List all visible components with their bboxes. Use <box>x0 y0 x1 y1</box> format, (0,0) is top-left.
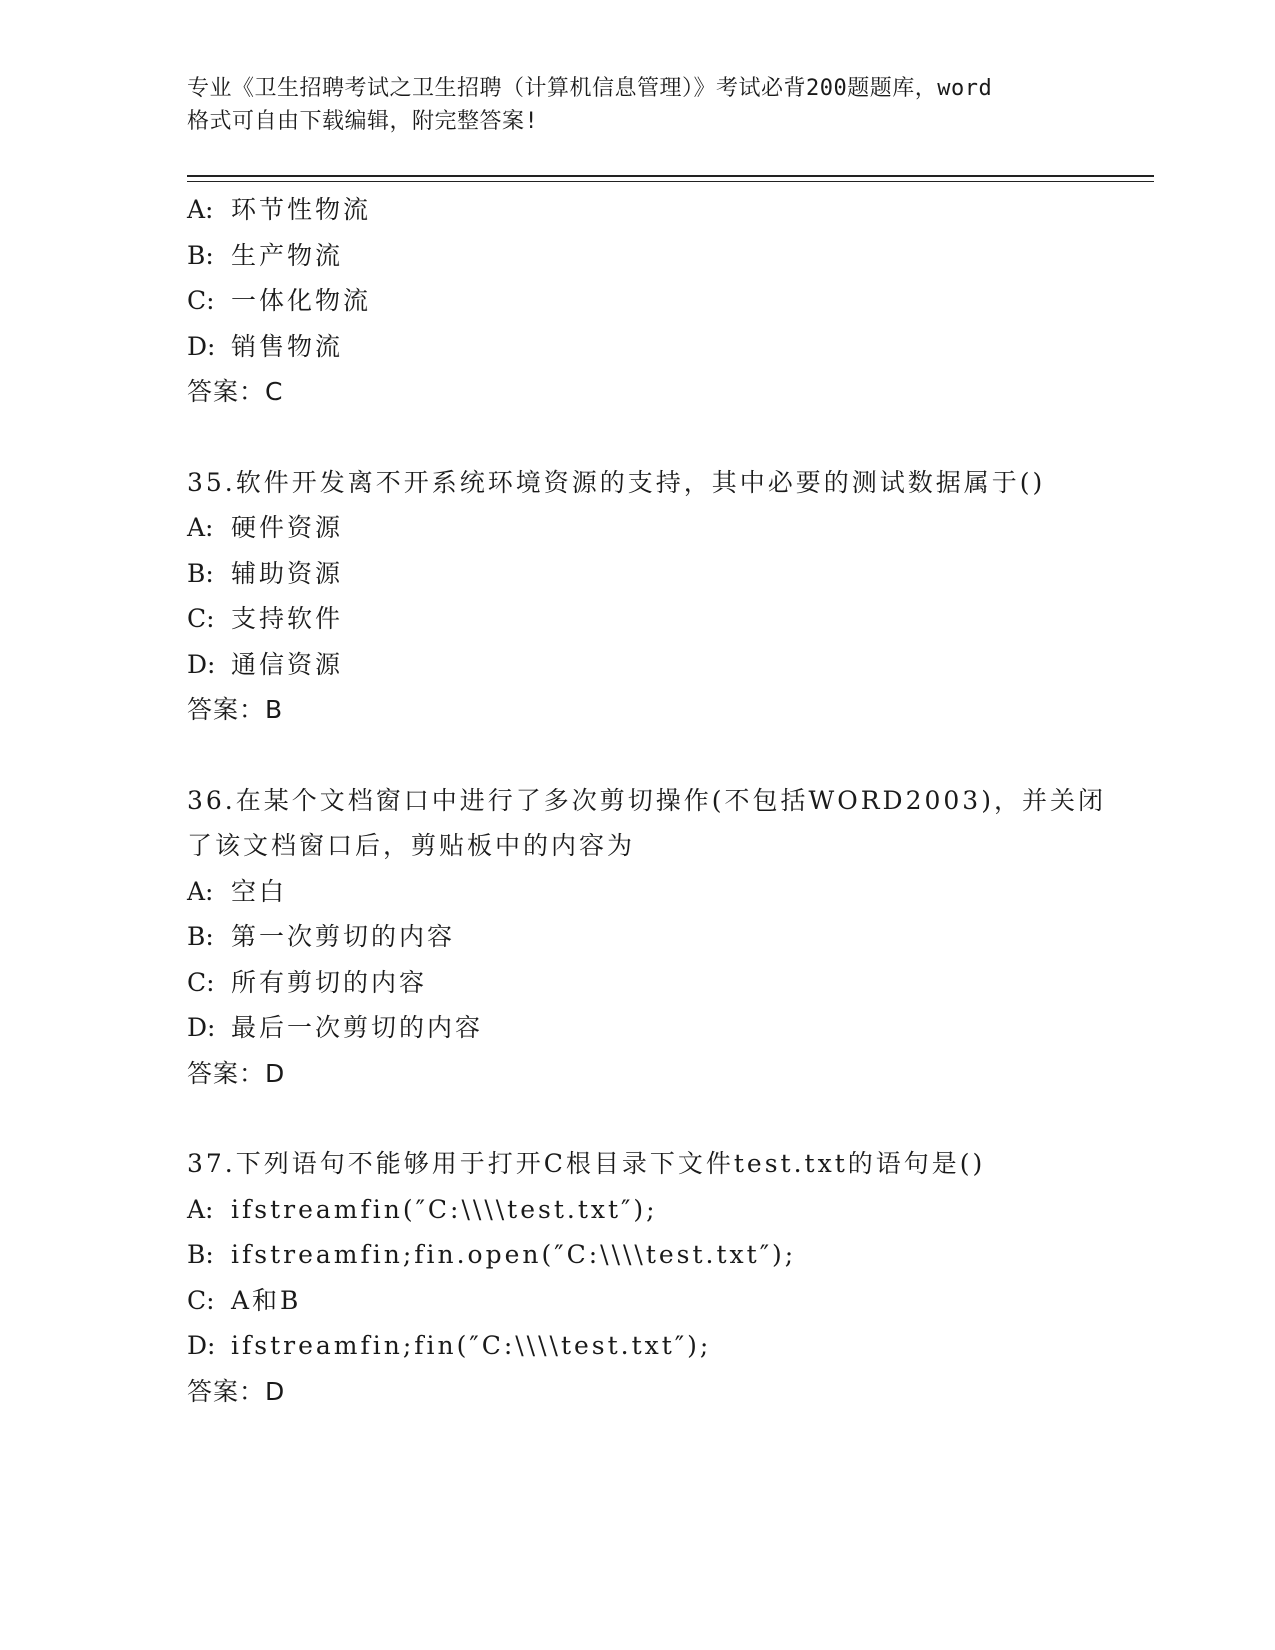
option-c: C: 支持软件 <box>187 604 344 633</box>
question-text-continued: 了该文档窗口后，剪贴板中的内容为 <box>187 831 636 860</box>
option-c: C: A和B <box>187 1285 302 1315</box>
option-b: B: ifstreamfin;fin.open(″C:\\\\test.txt″); <box>187 1240 797 1269</box>
option-b: B: 第一次剪切的内容 <box>187 922 456 951</box>
option-c: C: 一体化物流 <box>187 286 372 315</box>
option-a: A: 空白 <box>187 876 288 906</box>
option-c: C: 所有剪切的内容 <box>187 967 428 997</box>
option-a: A: 环节性物流 <box>187 195 372 224</box>
question-block <box>187 460 1147 733</box>
answer-line: 答案：C <box>187 377 284 406</box>
option-b: B: 辅助资源 <box>187 558 344 588</box>
question-text: 37.下列语句不能够用于打开C根目录下文件test.txt的语句是() <box>187 1149 986 1178</box>
header-line-1: 专业《卫生招聘考试之卫生招聘（计算机信息管理）》考试必背200题题库，word <box>187 76 993 101</box>
question-text: 35.软件开发离不开系统环境资源的支持，其中必要的测试数据属于() <box>187 467 1046 497</box>
option-d: D: 销售物流 <box>187 331 344 361</box>
question-block <box>187 1141 1147 1414</box>
question-block <box>187 187 1147 415</box>
question-block <box>187 778 1147 1097</box>
answer-line: 答案：D <box>187 1058 286 1088</box>
document-header <box>187 72 1087 138</box>
option-a: A: 硬件资源 <box>187 513 344 542</box>
header-line-2: 格式可自由下载编辑，附完整答案! <box>187 109 539 134</box>
header-divider-thin <box>187 181 1154 182</box>
option-b: B: 生产物流 <box>187 240 344 270</box>
answer-line: 答案：B <box>187 695 284 724</box>
question-text: 36.在某个文档窗口中进行了多次剪切操作(不包括WORD2003)，并关闭 <box>187 785 1106 815</box>
option-d: D: ifstreamfin;fin(″C:\\\\test.txt″); <box>187 1331 712 1360</box>
header-divider-thick <box>187 175 1154 177</box>
option-d: D: 通信资源 <box>187 649 344 679</box>
question-list <box>187 187 1147 1414</box>
option-a: A: ifstreamfin(″C:\\\\test.txt″); <box>187 1194 658 1224</box>
option-d: D: 最后一次剪切的内容 <box>187 1013 484 1042</box>
answer-line: 答案：D <box>187 1376 286 1406</box>
